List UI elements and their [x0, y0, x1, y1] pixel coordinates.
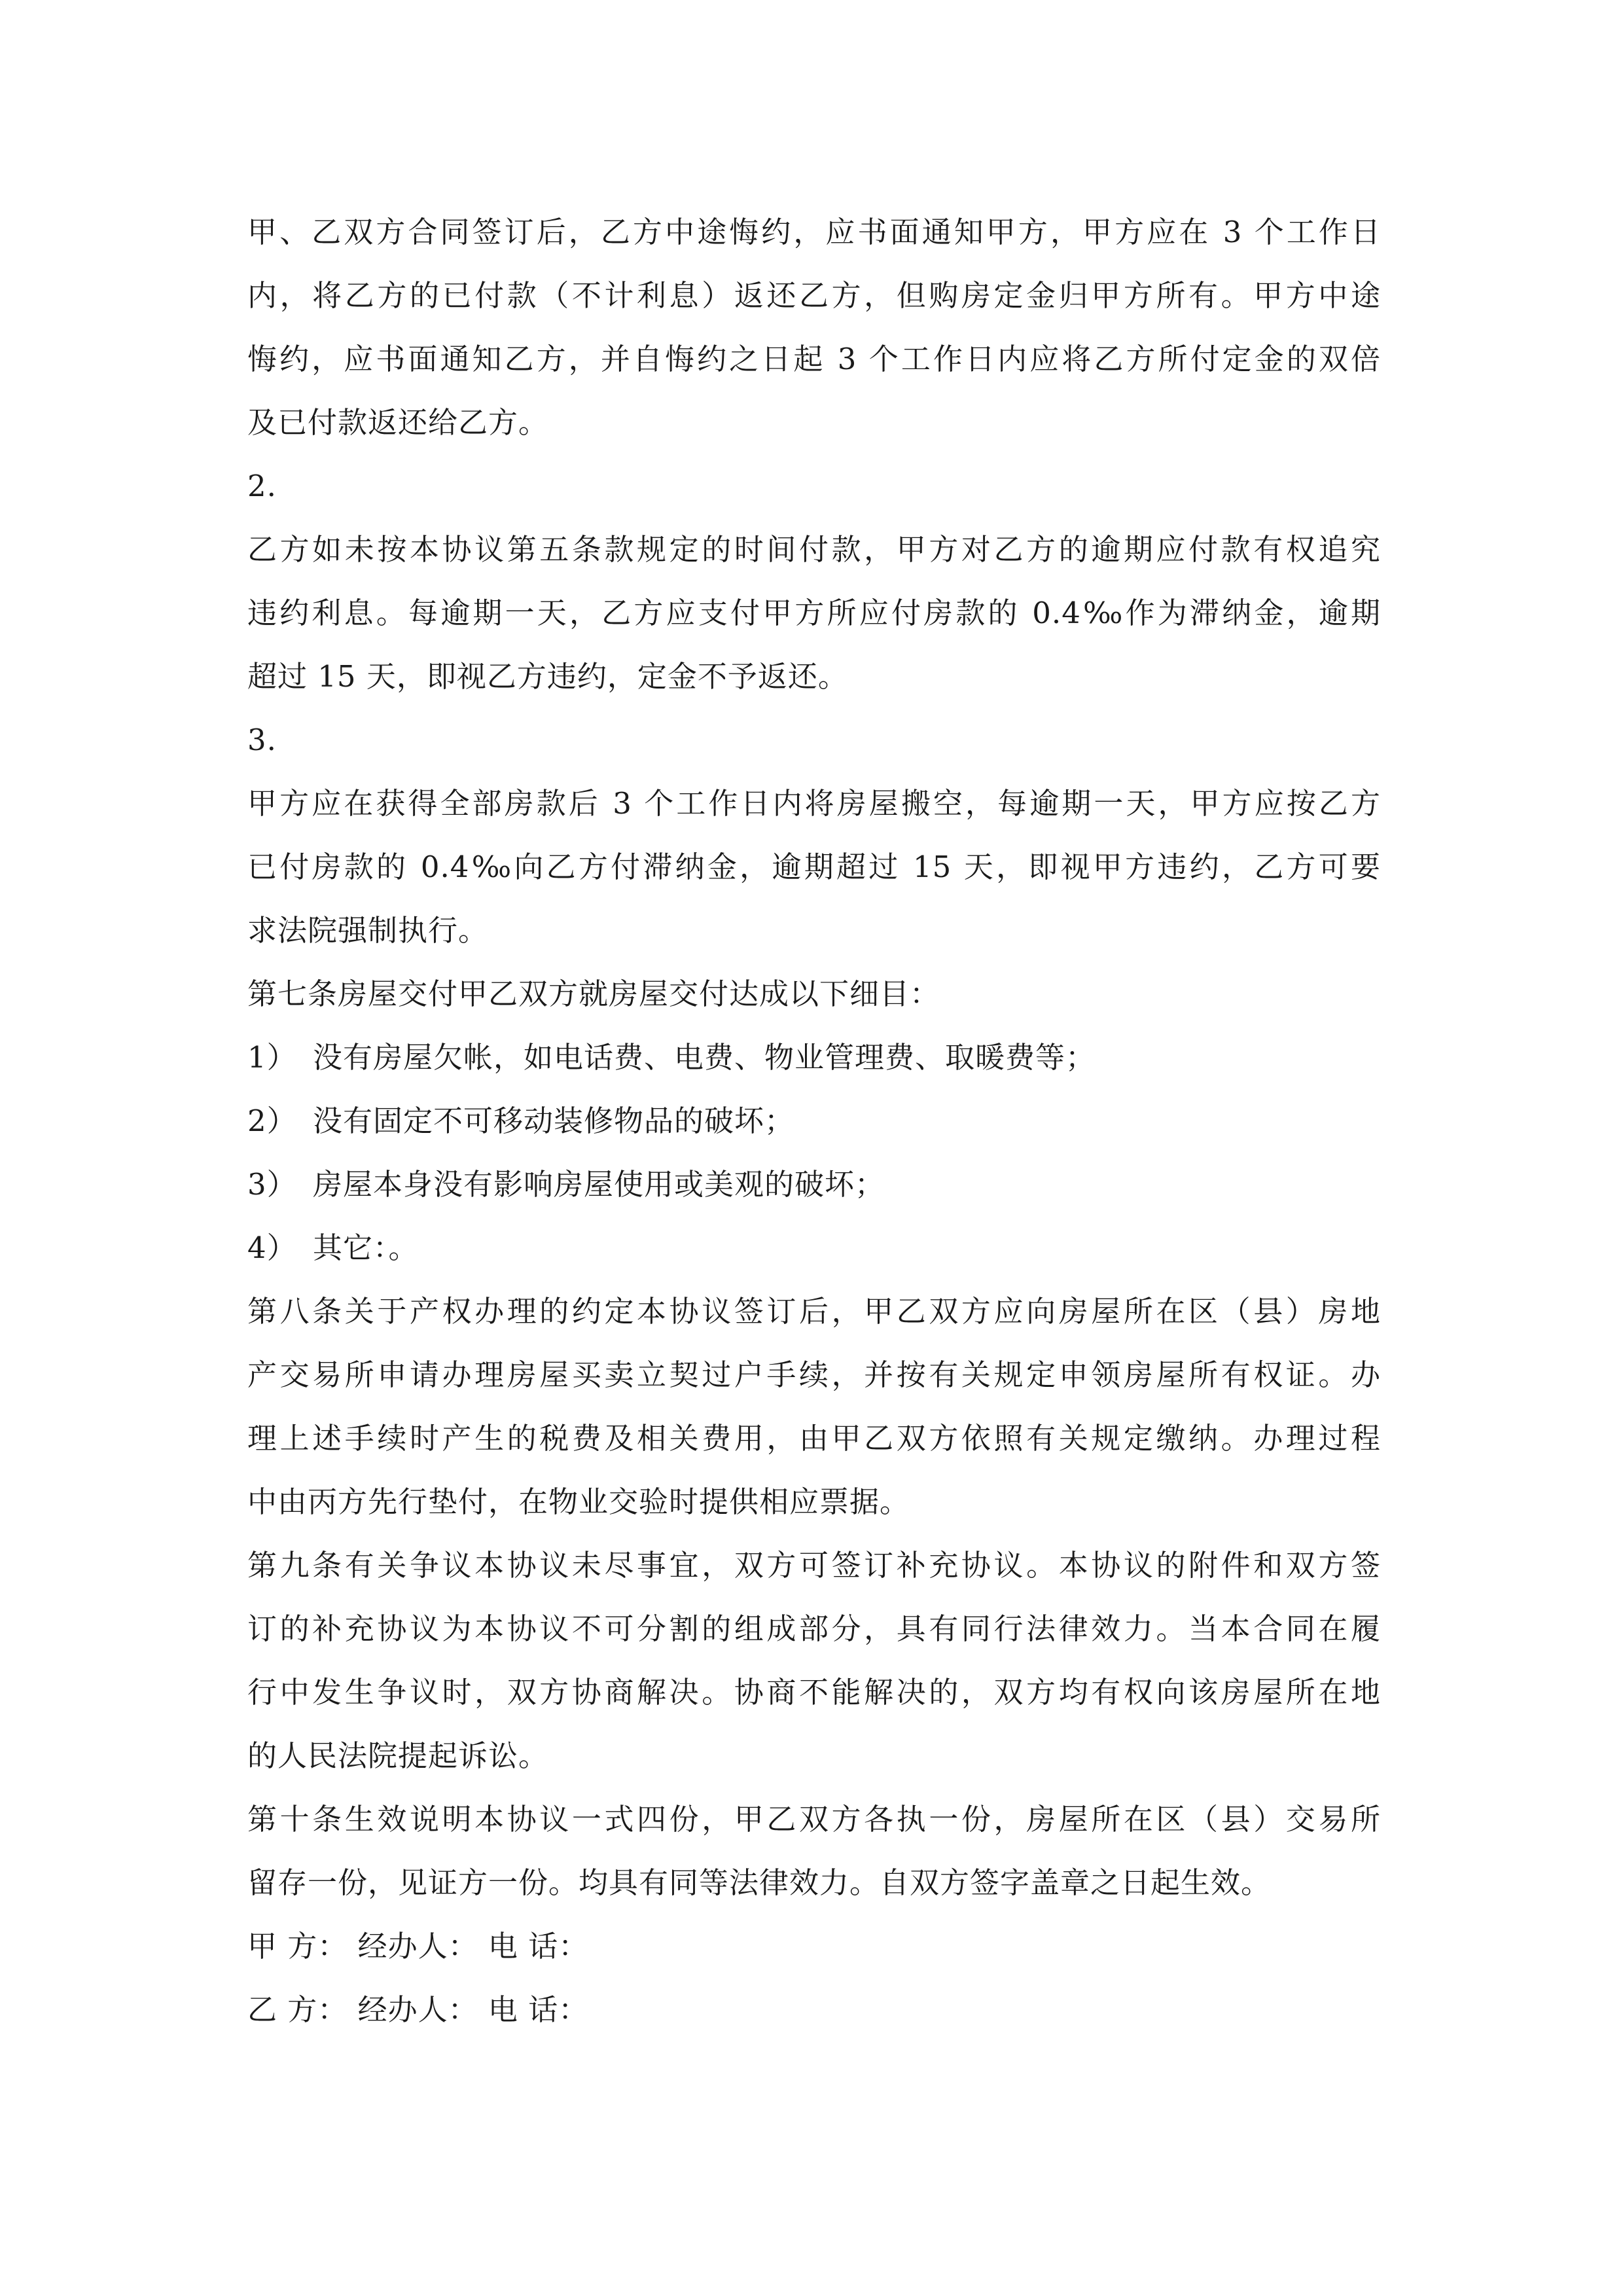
text-line: 第九条有关争议本协议未尽事宜，双方可签订补充协议。本协议的附件和双方签 — [247, 1548, 1381, 1583]
list-item-number: 1） — [247, 1040, 297, 1075]
clause-number: 3. — [247, 723, 277, 757]
list-item — [247, 1089, 1381, 1153]
text-line: 第十条生效说明本协议一式四份，甲乙双方各执一份，房屋所在区（县）交易所 — [247, 1802, 1381, 1837]
list-item-text: 没有房屋欠帐，如电话费、电费、物业管理费、取暖费等； — [313, 1040, 1096, 1075]
text-line: 内，将乙方的已付款（不计利息）返还乙方，但购房定金归甲方所有。甲方中途 — [247, 278, 1381, 313]
list-item — [247, 1026, 1381, 1089]
document-body — [247, 200, 1381, 2041]
list-item-text: 没有固定不可移动装修物品的破坏； — [313, 1103, 795, 1138]
text-line: 订的补充协议为本协议不可分割的组成部分，具有同行法律效力。当本合同在履 — [247, 1611, 1381, 1646]
text-line: 超过 15 天，即视乙方违约，定金不予返还。 — [247, 659, 848, 694]
signature-line-party-b — [247, 1978, 1381, 2041]
text-line: 已付房款的 0.4‰向乙方付滞纳金，逾期超过 15 天，即视甲方违约，乙方可要 — [247, 850, 1381, 884]
text-line: 违约利息。每逾期一天，乙方应支付甲方所应付房款的 0.4‰作为滞纳金，逾期 — [247, 596, 1381, 630]
text-line: 第八条关于产权办理的约定本协议签订后，甲乙双方应向房屋所在区（县）房地 — [247, 1294, 1381, 1329]
list-item-number: 2） — [247, 1103, 297, 1138]
clause-number: 2. — [247, 469, 277, 503]
text-line: 行中发生争议时，双方协商解决。协商不能解决的，双方均有权向该房屋所在地 — [247, 1675, 1381, 1710]
list-item-text: 其它：。 — [313, 1230, 419, 1265]
list-item-number: 3） — [247, 1167, 297, 1202]
text-line: 悔约，应书面通知乙方，并自悔约之日起 3 个工作日内应将乙方所付定金的双倍 — [247, 342, 1381, 376]
text-line: 甲方应在获得全部房款后 3 个工作日内将房屋搬空，每逾期一天，甲方应按乙方 — [247, 786, 1381, 821]
text-line: 乙方如未按本协议第五条款规定的时间付款，甲方对乙方的逾期应付款有权追究 — [247, 532, 1381, 567]
text-line: 求法院强制执行。 — [247, 913, 489, 948]
text-line: 甲、乙双方合同签订后，乙方中途悔约，应书面通知甲方，甲方应在 3 个工作日 — [247, 215, 1381, 249]
list-item-number: 4） — [247, 1230, 297, 1265]
text-line: 产交易所申请办理房屋买卖立契过户手续，并按有关规定申领房屋所有权证。办 — [247, 1357, 1381, 1392]
text-line: 的人民法院提起诉讼。 — [247, 1738, 549, 1773]
article-heading: 第七条房屋交付甲乙双方就房屋交付达成以下细目： — [247, 977, 940, 1011]
list-item — [247, 1153, 1381, 1216]
text-line: 及已付款返还给乙方。 — [247, 405, 549, 440]
signature-label: 甲 方： 经办人： 电 话： — [247, 1929, 589, 1964]
text-line: 中由丙方先行垫付，在物业交验时提供相应票据。 — [247, 1484, 910, 1519]
list-item — [247, 1216, 1381, 1280]
signature-label: 乙 方： 经办人： 电 话： — [247, 1992, 589, 2027]
signature-line-party-a — [247, 1914, 1381, 1978]
list-item-text: 房屋本身没有影响房屋使用或美观的破坏； — [313, 1167, 885, 1202]
text-line: 留存一份，见证方一份。均具有同等法律效力。自双方签字盖章之日起生效。 — [247, 1865, 1272, 1900]
text-line: 理上述手续时产生的税费及相关费用，由甲乙双方依照有关规定缴纳。办理过程 — [247, 1421, 1381, 1456]
